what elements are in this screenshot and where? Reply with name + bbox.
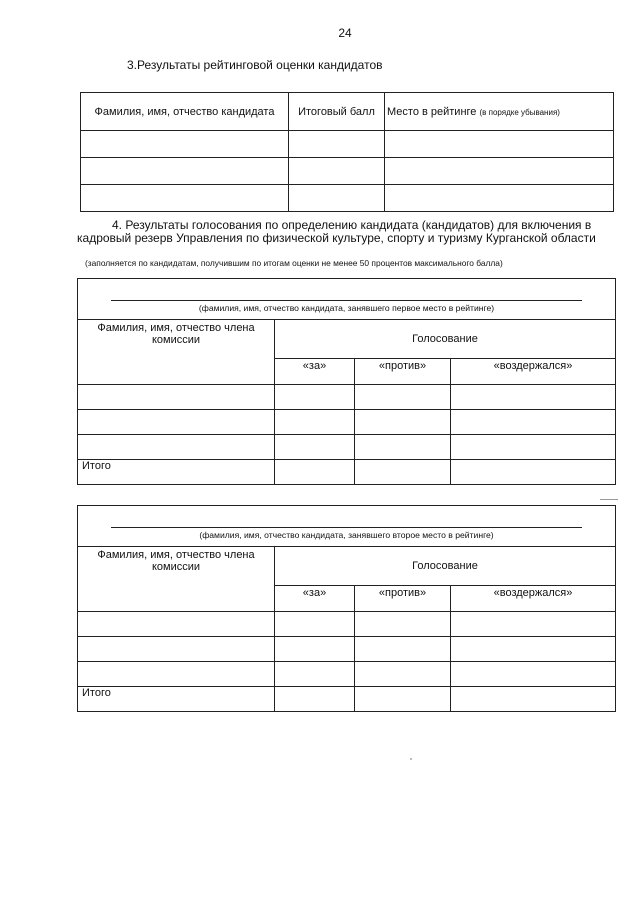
candidate-caption: (фамилия, имя, отчество кандидата, занявшего первое место в рейтинге) <box>198 303 495 313</box>
total-row <box>78 460 616 485</box>
cell[interactable] <box>81 158 289 185</box>
member-name-header: Фамилия, имя, отчество члена комиссии <box>78 547 275 612</box>
candidate-name-line <box>111 300 582 301</box>
scan-speck <box>410 758 412 760</box>
cell[interactable] <box>81 131 289 158</box>
rating-table <box>80 92 614 212</box>
vote-against-header: «против» <box>355 359 451 385</box>
table-row <box>78 410 616 435</box>
cell[interactable] <box>78 385 275 410</box>
cell[interactable] <box>275 435 355 460</box>
cell[interactable] <box>275 662 355 687</box>
cell[interactable] <box>355 637 451 662</box>
page-number: 24 <box>338 26 352 40</box>
cell[interactable] <box>289 158 385 185</box>
cell[interactable] <box>385 158 614 185</box>
cell[interactable] <box>451 435 616 460</box>
candidate-name-field[interactable] <box>78 279 616 320</box>
voting-header: Голосование <box>275 320 616 359</box>
cell[interactable] <box>275 612 355 637</box>
divider-line <box>600 499 618 500</box>
cell[interactable] <box>289 185 385 212</box>
cell[interactable] <box>275 410 355 435</box>
table-row <box>81 158 614 185</box>
voting-header: Голосование <box>275 547 616 586</box>
cell[interactable] <box>451 637 616 662</box>
vote-against-header: «против» <box>355 586 451 612</box>
cell[interactable] <box>78 637 275 662</box>
header-rating-place-note: (в порядке убывания) <box>479 107 560 117</box>
cell[interactable] <box>78 435 275 460</box>
table-row <box>78 385 616 410</box>
header-rating-place-label: Место в рейтинге <box>387 105 477 118</box>
table-row <box>81 185 614 212</box>
total-row <box>78 687 616 712</box>
table-row <box>78 637 616 662</box>
vote-for-header: «за» <box>275 586 355 612</box>
table-row <box>78 435 616 460</box>
candidate-caption: (фамилия, имя, отчество кандидата, занявшего второе место в рейтинге) <box>199 530 494 540</box>
member-name-header: Фамилия, имя, отчество члена комиссии <box>78 320 275 385</box>
cell[interactable] <box>355 410 451 435</box>
cell[interactable] <box>451 612 616 637</box>
candidate-row <box>78 506 616 547</box>
cell[interactable] <box>385 185 614 212</box>
cell[interactable] <box>355 460 451 485</box>
cell[interactable] <box>275 460 355 485</box>
cell[interactable] <box>355 612 451 637</box>
cell[interactable] <box>275 385 355 410</box>
header-candidate-name: Фамилия, имя, отчество кандидата <box>81 93 289 131</box>
cell[interactable] <box>78 612 275 637</box>
header-total-score: Итоговый балл <box>289 93 385 131</box>
cell[interactable] <box>78 410 275 435</box>
vote-abstain-header: «воздержался» <box>451 586 616 612</box>
cell[interactable] <box>451 662 616 687</box>
section4-note: (заполняется по кандидатам, получившим по итогам оценки не менее 50 процентов максимального балла) <box>85 258 503 268</box>
cell[interactable] <box>451 410 616 435</box>
cell[interactable] <box>355 687 451 712</box>
section3-title: 3.Результаты рейтинговой оценки кандидатов <box>127 58 383 72</box>
vote-abstain-header: «воздержался» <box>451 359 616 385</box>
table-row <box>78 612 616 637</box>
voting-header-row <box>78 547 616 586</box>
total-label: Итого <box>78 460 275 485</box>
cell[interactable] <box>275 637 355 662</box>
voting-table-first-place <box>77 278 616 485</box>
header-rating-place <box>385 93 614 131</box>
cell[interactable] <box>275 687 355 712</box>
cell[interactable] <box>78 662 275 687</box>
voting-header-row <box>78 320 616 359</box>
vote-for-header: «за» <box>275 359 355 385</box>
cell[interactable] <box>385 131 614 158</box>
cell[interactable] <box>451 687 616 712</box>
candidate-name-line <box>111 527 582 528</box>
cell[interactable] <box>355 662 451 687</box>
cell[interactable] <box>451 460 616 485</box>
cell[interactable] <box>355 385 451 410</box>
table-row <box>78 662 616 687</box>
rating-header-row <box>81 93 614 131</box>
cell[interactable] <box>289 131 385 158</box>
cell[interactable] <box>81 185 289 212</box>
section4-title: 4. Результаты голосования по определению кандидата (кандидатов) для включения в кадровый резерв Управления по физической культуре, спорту и туризму Курганской области <box>77 218 596 245</box>
candidate-row <box>78 279 616 320</box>
candidate-name-field[interactable] <box>78 506 616 547</box>
voting-table-second-place <box>77 505 616 712</box>
table-row <box>81 131 614 158</box>
cell[interactable] <box>451 385 616 410</box>
cell[interactable] <box>355 435 451 460</box>
total-label: Итого <box>78 687 275 712</box>
